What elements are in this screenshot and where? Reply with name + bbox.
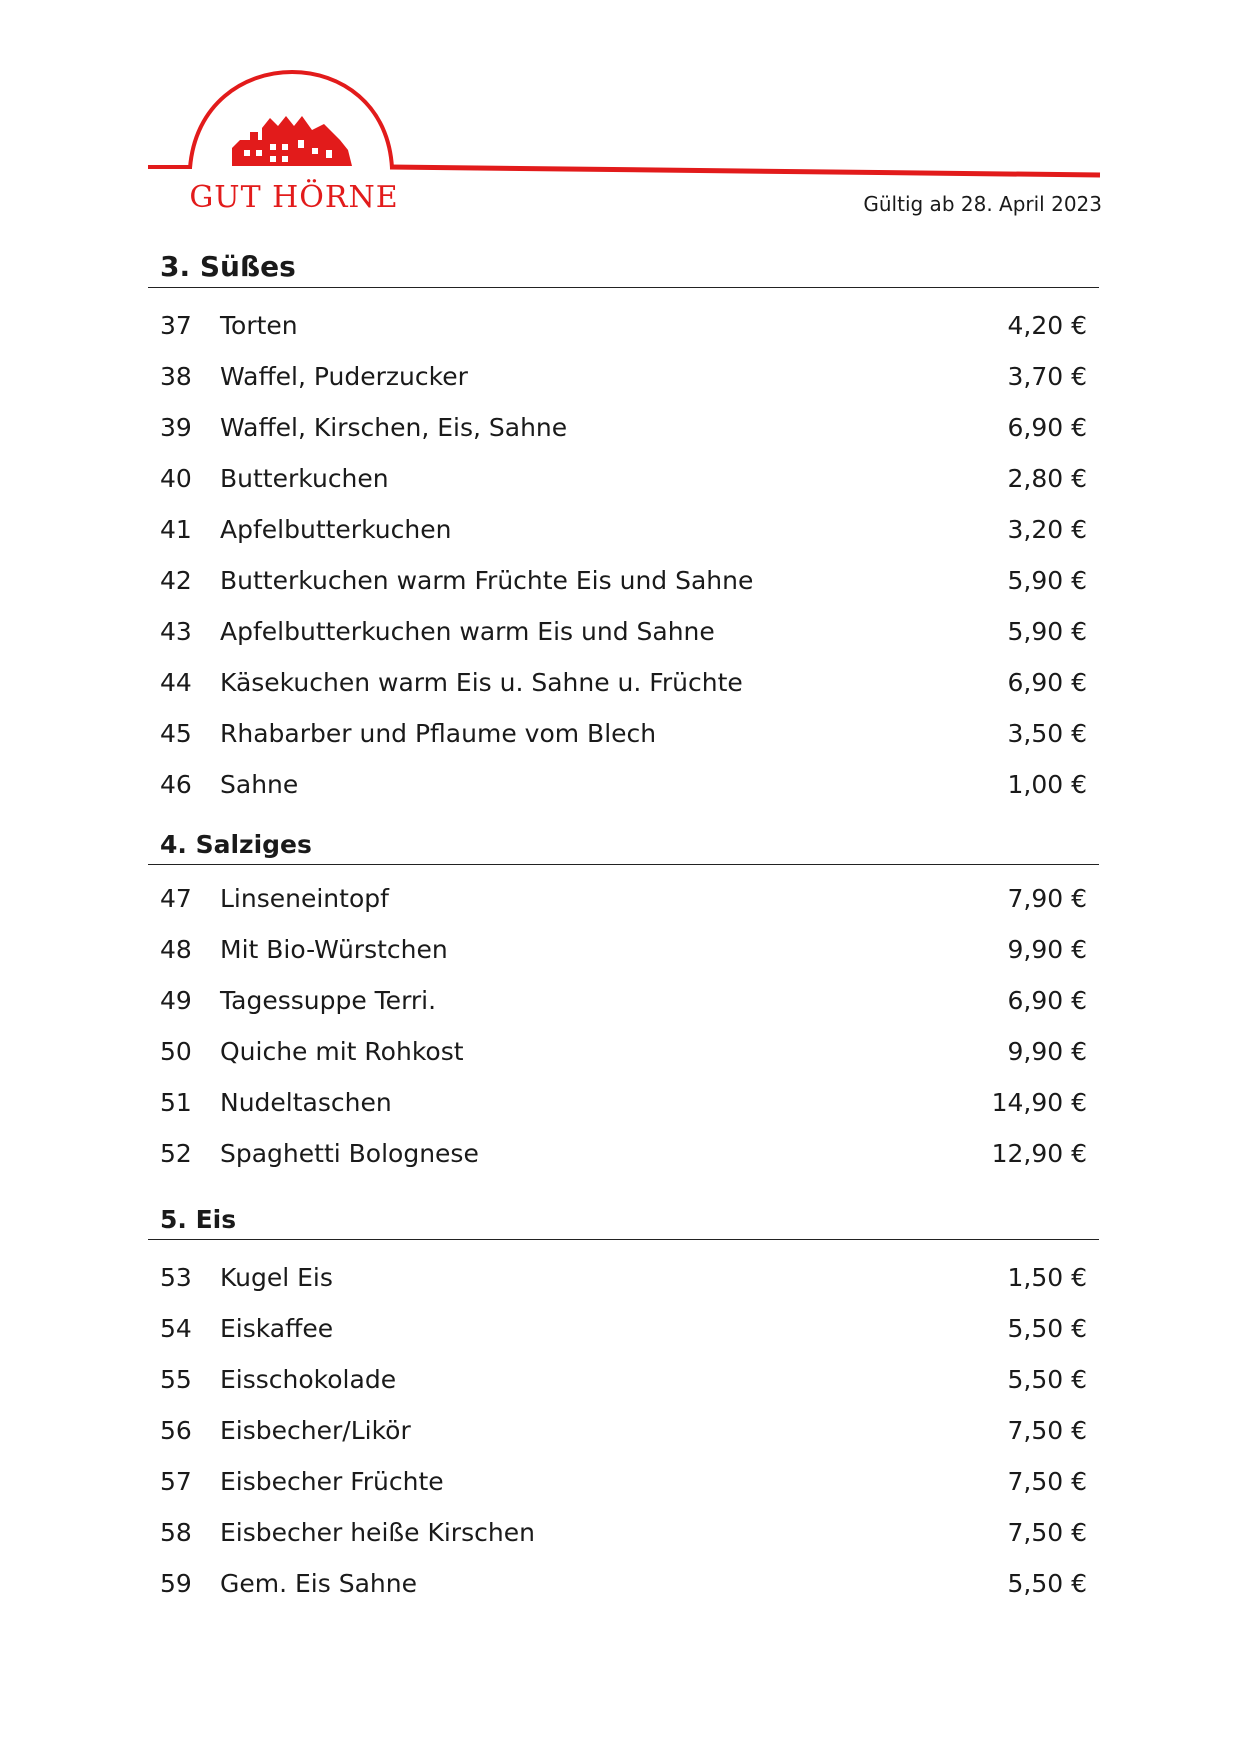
menu-item: [148, 606, 1099, 657]
item-number: 56: [160, 1416, 192, 1445]
menu-item: [148, 924, 1099, 975]
menu-item: [148, 1405, 1099, 1456]
menu-item: [148, 402, 1099, 453]
item-number: 47: [160, 884, 192, 913]
item-name: Mit Bio-Würstchen: [220, 935, 448, 964]
menu-item: [148, 300, 1099, 351]
item-name: Nudeltaschen: [220, 1088, 392, 1117]
item-number: 37: [160, 311, 192, 340]
item-price: 6,90 €: [1007, 668, 1087, 697]
item-price: 7,50 €: [1007, 1416, 1087, 1445]
item-price: 9,90 €: [1007, 1037, 1087, 1066]
item-number: 42: [160, 566, 192, 595]
item-price: 5,90 €: [1007, 566, 1087, 595]
item-number: 49: [160, 986, 192, 1015]
item-number: 48: [160, 935, 192, 964]
menu-item: [148, 555, 1099, 606]
item-name: Eisbecher heiße Kirschen: [220, 1518, 535, 1547]
menu-item: [148, 1507, 1099, 1558]
item-number: 55: [160, 1365, 192, 1394]
item-name: Gem. Eis Sahne: [220, 1569, 417, 1598]
item-name: Eisschokolade: [220, 1365, 397, 1394]
item-number: 57: [160, 1467, 192, 1496]
section-title: 3. Süßes: [148, 248, 1099, 288]
menu-item: [148, 1026, 1099, 1077]
menu-item: [148, 1128, 1099, 1179]
item-price: 5,50 €: [1007, 1365, 1087, 1394]
item-name: Eisbecher/Likör: [220, 1416, 411, 1445]
item-price: 6,90 €: [1007, 413, 1087, 442]
menu-item: [148, 1558, 1099, 1609]
item-number: 50: [160, 1037, 192, 1066]
menu-item: [148, 1456, 1099, 1507]
item-number: 59: [160, 1569, 192, 1598]
item-name: Waffel, Kirschen, Eis, Sahne: [220, 413, 568, 442]
item-price: 14,90 €: [991, 1088, 1087, 1117]
menu-item: [148, 759, 1099, 810]
item-price: 3,70 €: [1007, 362, 1087, 391]
menu-item: [148, 351, 1099, 402]
menu-item: [148, 1303, 1099, 1354]
item-price: 4,20 €: [1007, 311, 1087, 340]
item-number: 38: [160, 362, 192, 391]
menu-item: [148, 504, 1099, 555]
menu-item: [148, 1252, 1099, 1303]
section-title: 5. Eis: [148, 1202, 1099, 1240]
item-number: 52: [160, 1139, 192, 1168]
item-price: 7,50 €: [1007, 1518, 1087, 1547]
item-name: Torten: [220, 311, 298, 340]
item-number: 44: [160, 668, 192, 697]
item-number: 46: [160, 770, 192, 799]
item-price: 2,80 €: [1007, 464, 1087, 493]
menu-item: [148, 1077, 1099, 1128]
item-number: 54: [160, 1314, 192, 1343]
manor-house-icon: [232, 116, 352, 166]
item-number: 43: [160, 617, 192, 646]
item-name: Sahne: [220, 770, 299, 799]
menu-item: [148, 657, 1099, 708]
item-price: 5,50 €: [1007, 1569, 1087, 1598]
section-eis: [148, 1202, 1099, 1609]
item-name: Butterkuchen warm Früchte Eis und Sahne: [220, 566, 754, 595]
item-price: 7,50 €: [1007, 1467, 1087, 1496]
brand-name: GUT HÖRNE: [189, 180, 399, 215]
item-number: 39: [160, 413, 192, 442]
item-name: Waffel, Puderzucker: [220, 362, 468, 391]
menu-item: [148, 708, 1099, 759]
item-price: 5,90 €: [1007, 617, 1087, 646]
menu-item: [148, 453, 1099, 504]
item-price: 7,90 €: [1007, 884, 1087, 913]
item-number: 51: [160, 1088, 192, 1117]
item-number: 41: [160, 515, 192, 544]
valid-from-date: Gültig ab 28. April 2023: [863, 192, 1102, 216]
item-price: 1,00 €: [1007, 770, 1087, 799]
item-price: 9,90 €: [1007, 935, 1087, 964]
section-title: 4. Salziges: [148, 827, 1099, 865]
menu-item: [148, 873, 1099, 924]
item-name: Rhabarber und Pflaume vom Blech: [220, 719, 657, 748]
item-name: Linseneintopf: [220, 884, 389, 913]
item-number: 53: [160, 1263, 192, 1292]
item-price: 1,50 €: [1007, 1263, 1087, 1292]
item-name: Käsekuchen warm Eis u. Sahne u. Früchte: [220, 668, 743, 697]
item-name: Spaghetti Bolognese: [220, 1139, 479, 1168]
item-name: Kugel Eis: [220, 1263, 333, 1292]
item-name: Apfelbutterkuchen warm Eis und Sahne: [220, 617, 715, 646]
section-suesses: [148, 248, 1099, 810]
item-number: 58: [160, 1518, 192, 1547]
item-name: Eiskaffee: [220, 1314, 334, 1343]
item-price: 6,90 €: [1007, 986, 1087, 1015]
item-price: 5,50 €: [1007, 1314, 1087, 1343]
section-salziges: [148, 827, 1099, 1179]
menu-item: [148, 1354, 1099, 1405]
item-number: 45: [160, 719, 192, 748]
item-name: Eisbecher Früchte: [220, 1467, 444, 1496]
item-price: 12,90 €: [991, 1139, 1087, 1168]
menu-item: [148, 975, 1099, 1026]
item-price: 3,50 €: [1007, 719, 1087, 748]
item-number: 40: [160, 464, 192, 493]
item-name: Quiche mit Rohkost: [220, 1037, 464, 1066]
item-price: 3,20 €: [1007, 515, 1087, 544]
item-name: Butterkuchen: [220, 464, 389, 493]
item-name: Apfelbutterkuchen: [220, 515, 452, 544]
item-name: Tagessuppe Terri.: [220, 986, 437, 1015]
